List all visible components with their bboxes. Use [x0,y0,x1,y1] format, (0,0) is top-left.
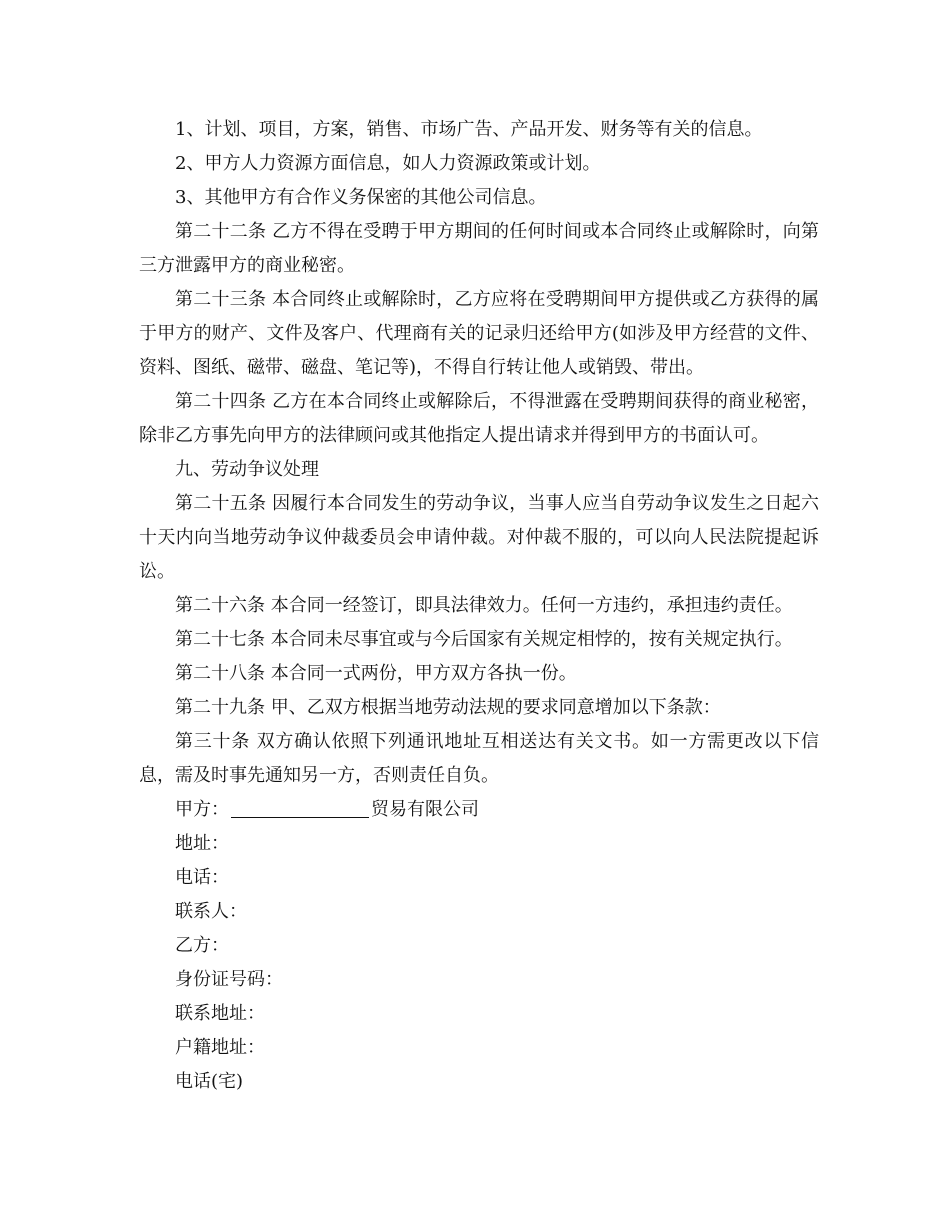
address-field: 地址： [175,833,229,854]
article-28: 第二十八条 本合同一式两份，甲方双方各执一份。 [175,663,577,684]
id-number-field: 身份证号码： [175,969,283,990]
party-a-suffix: 贸易有限公司 [371,799,479,820]
party-a-line [139,793,819,827]
party-a-label: 甲方： [175,799,229,820]
phone-field: 电话： [175,867,229,888]
party-b-field: 乙方： [175,935,229,956]
document-body [139,113,819,1099]
article-22: 第二十二条 乙方不得在受聘于甲方期间的任何时间或本合同终止或解除时，向第三方泄露甲方的商业秘密。 [139,221,819,276]
article-23: 第二十三条 本合同终止或解除时，乙方应将在受聘期间甲方提供或乙方获得的属于甲方的财产、文件及客户、代理商有关的记录归还给甲方(如涉及甲方经营的文件、资料、图纸、磁带、磁盘、笔记等)，不得自行转让他人或销毁、带出。 [139,289,819,378]
article-24: 第二十四条 乙方在本合同终止或解除后，不得泄露在受聘期间获得的商业秘密，除非乙方事先向甲方的法律顾问或其他指定人提出请求并得到甲方的书面认可。 [139,391,819,446]
household-address-field: 户籍地址： [175,1037,265,1058]
paragraph-item-2: 2、甲方人力资源方面信息，如人力资源政策或计划。 [175,153,601,174]
article-30: 第三十条 双方确认依照下列通讯地址互相送达有关文书。如一方需更改以下信息，需及时事先通知另一方，否则责任自负。 [139,731,819,786]
paragraph-item-3: 3、其他甲方有合作义务保密的其他公司信息。 [175,187,547,208]
contact-address-field: 联系地址： [175,1003,265,1024]
article-26: 第二十六条 本合同一经签订，即具法律效力。任何一方违约，承担违约责任。 [175,595,793,616]
article-27: 第二十七条 本合同未尽事宜或与今后国家有关规定相悖的，按有关规定执行。 [175,629,793,650]
contact-person-field: 联系人： [175,901,247,922]
article-29: 第二十九条 甲、乙双方根据当地劳动法规的要求同意增加以下条款： [175,697,721,718]
section-heading-labor-dispute: 九、劳动争议处理 [175,459,319,480]
home-phone-field: 电话(宅) [175,1071,244,1092]
article-25: 第二十五条 因履行本合同发生的劳动争议，当事人应当自劳动争议发生之日起六十天内向当地劳动争议仲裁委员会申请仲裁。对仲裁不服的，可以向人民法院提起诉讼。 [139,493,819,582]
paragraph-item-1: 1、计划、项目，方案，销售、市场广告、产品开发、财务等有关的信息。 [175,119,763,140]
party-a-blank [231,797,369,818]
